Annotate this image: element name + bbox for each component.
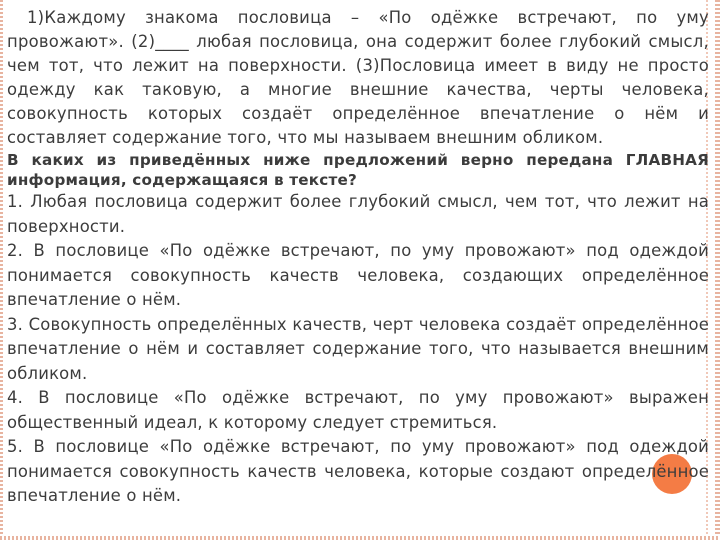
task-question: В каких из приведённых ниже предложений верно передана ГЛАВНАЯ информация, содержащаяся в тексте? — [7, 151, 709, 189]
bottom-frame-border — [0, 536, 720, 540]
answer-option-4: 4. В пословице «По одёжке встречают, по уму провожают» выражен общественный идеал, к которому следует стремиться. — [7, 388, 709, 432]
answer-option-3: 3. Совокупность определённых качеств, черт человека создаёт определённое впечатление о нём и составляет содержание того, что называется внешним обликом. — [7, 314, 709, 383]
answer-options — [7, 190, 709, 509]
answer-option-1: 1. Любая пословица содержит более глубокий смысл, чем тот, что лежит на поверхности. — [7, 192, 709, 236]
answer-option-5: 5. В пословице «По одёжке встречают, по уму провожают» под одеждой понимается совокупность качеств человека, которые создают определённое впечатление о нём. — [7, 437, 709, 505]
left-frame-border — [0, 0, 3, 540]
right-frame-border — [715, 0, 720, 540]
answer-option-2: 2. В пословице «По одёжке встречают, по уму провожают» под одеждой понимается совокупность качеств человека, создающих определённое впечатление о нём. — [7, 241, 709, 309]
slide-content — [7, 6, 709, 526]
source-text: 1)Каждому знакома пословица – «По одёжке встречают, по уму провожают». (2)____ любая пословица, она содержит более глубокий смысл, чем тот, что лежит на поверхности. (3)Пословица имеет в виду не просто одежду как таковую, а многие внешние качества, черты человека, совокупность которых создаёт определённое впечатление о нём и составляет содержание того, что мы называем внешним обликом. — [7, 8, 709, 147]
